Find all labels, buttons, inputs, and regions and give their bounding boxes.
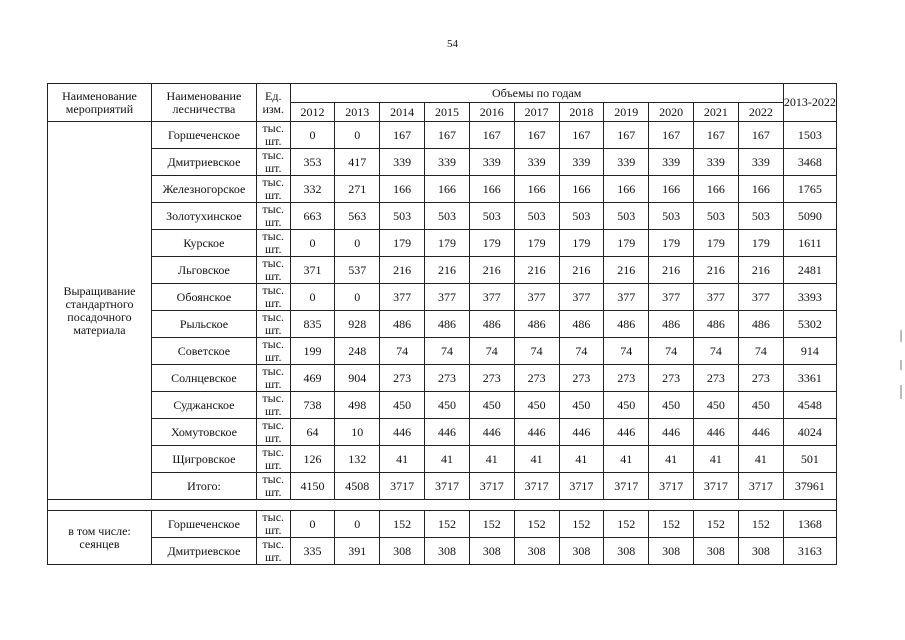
year-value-cell: 308 [559,538,604,565]
year-value-cell: 503 [604,203,649,230]
year-value-cell: 3717 [514,473,559,500]
year-value-cell: 4150 [290,473,335,500]
year-value-cell: 371 [290,257,335,284]
header-activity: Наименование мероприятий [48,84,152,122]
year-value-cell: 41 [694,446,739,473]
year-value-cell: 904 [335,365,380,392]
year-value-cell: 663 [290,203,335,230]
year-value-cell: 3717 [649,473,694,500]
unit-cell: тыс. шт. [256,419,290,446]
year-value-cell: 503 [738,203,783,230]
table-row [48,122,837,149]
year-value-cell: 273 [514,365,559,392]
year-value-cell: 152 [425,511,470,538]
year-value-cell: 167 [425,122,470,149]
unit-cell: тыс. шт. [256,473,290,500]
year-value-cell: 446 [738,419,783,446]
header-row-top [48,84,837,103]
year-value-cell: 152 [380,511,425,538]
year-value-cell: 179 [425,230,470,257]
year-value-cell: 152 [694,511,739,538]
year-value-cell: 308 [604,538,649,565]
table-row [48,392,837,419]
unit-cell: тыс. шт. [256,446,290,473]
year-value-cell: 74 [469,338,514,365]
year-value-cell: 166 [649,176,694,203]
year-value-cell: 308 [694,538,739,565]
year-value-cell: 166 [425,176,470,203]
year-value-cell: 3717 [738,473,783,500]
year-value-cell: 74 [559,338,604,365]
year-value-cell: 339 [649,149,694,176]
year-value-cell: 273 [738,365,783,392]
activity-cell: Выращивание стандартного посадочного материала [48,122,152,500]
year-value-cell: 450 [380,392,425,419]
year-value-cell: 74 [649,338,694,365]
year-value-cell: 486 [469,311,514,338]
header-year: 2018 [559,103,604,122]
year-value-cell: 132 [335,446,380,473]
total-cell: 4548 [783,392,836,419]
year-value-cell: 469 [290,365,335,392]
total-cell: 3361 [783,365,836,392]
table-row [48,257,837,284]
total-cell: 1503 [783,122,836,149]
year-value-cell: 3717 [425,473,470,500]
unit-cell: тыс. шт. [256,176,290,203]
year-value-cell: 0 [335,511,380,538]
year-value-cell: 179 [694,230,739,257]
year-value-cell: 308 [469,538,514,565]
year-value-cell: 417 [335,149,380,176]
year-value-cell: 273 [604,365,649,392]
year-value-cell: 41 [604,446,649,473]
year-value-cell: 503 [694,203,739,230]
unit-cell: тыс. шт. [256,511,290,538]
unit-cell: тыс. шт. [256,392,290,419]
year-value-cell: 503 [514,203,559,230]
year-value-cell: 450 [694,392,739,419]
year-value-cell: 332 [290,176,335,203]
year-value-cell: 216 [738,257,783,284]
forestry-name: Рыльское [151,311,256,338]
year-value-cell: 377 [514,284,559,311]
year-value-cell: 377 [649,284,694,311]
unit-cell: тыс. шт. [256,311,290,338]
unit-cell: тыс. шт. [256,338,290,365]
year-value-cell: 339 [694,149,739,176]
total-cell: 4024 [783,419,836,446]
year-value-cell: 166 [604,176,649,203]
year-value-cell: 271 [335,176,380,203]
year-value-cell: 339 [469,149,514,176]
year-value-cell: 3717 [469,473,514,500]
year-value-cell: 450 [604,392,649,419]
volumes-table [47,83,837,565]
year-value-cell: 335 [290,538,335,565]
scan-mark [900,360,902,370]
year-value-cell: 446 [514,419,559,446]
unit-cell: тыс. шт. [256,149,290,176]
year-value-cell: 308 [649,538,694,565]
forestry-name: Дмитриевское [151,538,256,565]
forestry-name: Щигровское [151,446,256,473]
table-row [48,338,837,365]
year-value-cell: 74 [604,338,649,365]
year-value-cell: 167 [694,122,739,149]
year-value-cell: 446 [694,419,739,446]
year-value-cell: 166 [738,176,783,203]
year-value-cell: 152 [469,511,514,538]
header-unit: Ед. изм. [256,84,290,122]
year-value-cell: 537 [335,257,380,284]
year-value-cell: 0 [335,230,380,257]
year-value-cell: 273 [694,365,739,392]
year-value-cell: 503 [649,203,694,230]
table-row [48,538,837,565]
year-value-cell: 216 [469,257,514,284]
year-value-cell: 216 [514,257,559,284]
year-value-cell: 446 [604,419,649,446]
year-value-cell: 179 [649,230,694,257]
header-year: 2016 [469,103,514,122]
separator-cell [48,500,837,511]
year-value-cell: 152 [649,511,694,538]
total-cell: 3393 [783,284,836,311]
year-value-cell: 486 [559,311,604,338]
year-value-cell: 41 [559,446,604,473]
year-value-cell: 339 [380,149,425,176]
total-cell: 3163 [783,538,836,565]
total-cell: 914 [783,338,836,365]
forestry-name: Горшеченское [151,511,256,538]
total-cell: 37961 [783,473,836,500]
year-value-cell: 3717 [604,473,649,500]
year-value-cell: 152 [559,511,604,538]
year-value-cell: 450 [514,392,559,419]
unit-cell: тыс. шт. [256,538,290,565]
year-value-cell: 446 [380,419,425,446]
unit-cell: тыс. шт. [256,230,290,257]
year-value-cell: 391 [335,538,380,565]
year-value-cell: 41 [469,446,514,473]
year-value-cell: 377 [380,284,425,311]
table-row [48,230,837,257]
year-value-cell: 377 [738,284,783,311]
year-value-cell: 498 [335,392,380,419]
year-value-cell: 3717 [559,473,604,500]
year-value-cell: 446 [425,419,470,446]
year-value-cell: 450 [425,392,470,419]
year-value-cell: 152 [738,511,783,538]
scan-mark [900,330,902,342]
year-value-cell: 167 [649,122,694,149]
year-value-cell: 0 [290,122,335,149]
year-value-cell: 167 [514,122,559,149]
year-value-cell: 486 [694,311,739,338]
year-value-cell: 446 [469,419,514,446]
year-value-cell: 166 [514,176,559,203]
forestry-name: Обоянское [151,284,256,311]
table-row [48,311,837,338]
header-total-period: 2013-2022 [783,84,836,122]
year-value-cell: 41 [738,446,783,473]
year-value-cell: 216 [380,257,425,284]
year-value-cell: 179 [559,230,604,257]
year-value-cell: 503 [380,203,425,230]
year-value-cell: 377 [469,284,514,311]
header-year: 2013 [335,103,380,122]
year-value-cell: 216 [694,257,739,284]
forestry-name: Суджанское [151,392,256,419]
total-row [48,473,837,500]
table-row [48,203,837,230]
unit-cell: тыс. шт. [256,203,290,230]
year-value-cell: 167 [380,122,425,149]
year-value-cell: 339 [738,149,783,176]
year-value-cell: 126 [290,446,335,473]
year-value-cell: 308 [514,538,559,565]
year-value-cell: 273 [649,365,694,392]
year-value-cell: 166 [469,176,514,203]
table-row [48,419,837,446]
year-value-cell: 308 [425,538,470,565]
forestry-name: Горшеченское [151,122,256,149]
header-year: 2014 [380,103,425,122]
year-value-cell: 10 [335,419,380,446]
year-value-cell: 273 [559,365,604,392]
year-value-cell: 0 [335,122,380,149]
year-value-cell: 450 [469,392,514,419]
forestry-name: Солнцевское [151,365,256,392]
year-value-cell: 74 [738,338,783,365]
scan-mark [900,385,902,399]
forestry-name: Курское [151,230,256,257]
year-value-cell: 446 [649,419,694,446]
header-forestry: Наименование лесничества [151,84,256,122]
forestry-name: Железногорское [151,176,256,203]
unit-cell: тыс. шт. [256,257,290,284]
year-value-cell: 377 [559,284,604,311]
year-value-cell: 377 [604,284,649,311]
separator-row [48,500,837,511]
year-value-cell: 166 [559,176,604,203]
year-value-cell: 0 [290,284,335,311]
year-value-cell: 377 [425,284,470,311]
year-value-cell: 179 [469,230,514,257]
year-value-cell: 216 [559,257,604,284]
year-value-cell: 64 [290,419,335,446]
year-value-cell: 835 [290,311,335,338]
year-value-cell: 216 [649,257,694,284]
year-value-cell: 503 [425,203,470,230]
year-value-cell: 503 [559,203,604,230]
year-value-cell: 3717 [694,473,739,500]
table-row [48,511,837,538]
year-value-cell: 450 [559,392,604,419]
year-value-cell: 308 [380,538,425,565]
year-value-cell: 486 [738,311,783,338]
header-year: 2020 [649,103,694,122]
year-value-cell: 738 [290,392,335,419]
year-value-cell: 41 [514,446,559,473]
year-value-cell: 0 [335,284,380,311]
header-year: 2022 [738,103,783,122]
table-row [48,365,837,392]
header-year: 2017 [514,103,559,122]
year-value-cell: 74 [380,338,425,365]
year-value-cell: 166 [694,176,739,203]
year-value-cell: 179 [514,230,559,257]
forestry-name: Золотухинское [151,203,256,230]
header-year: 2019 [604,103,649,122]
year-value-cell: 74 [514,338,559,365]
total-cell: 3468 [783,149,836,176]
total-cell: 1611 [783,230,836,257]
table-row [48,149,837,176]
year-value-cell: 152 [514,511,559,538]
year-value-cell: 353 [290,149,335,176]
header-volumes-by-year: Объемы по годам [290,84,783,103]
header-year: 2012 [290,103,335,122]
forestry-name: Льговское [151,257,256,284]
year-value-cell: 308 [738,538,783,565]
forestry-name: Хомутовское [151,419,256,446]
header-year: 2015 [425,103,470,122]
year-value-cell: 339 [604,149,649,176]
year-value-cell: 3717 [380,473,425,500]
table-row [48,446,837,473]
year-value-cell: 486 [514,311,559,338]
year-value-cell: 446 [559,419,604,446]
year-value-cell: 167 [604,122,649,149]
page-number: 54 [447,38,458,50]
total-cell: 5302 [783,311,836,338]
total-cell: 1368 [783,511,836,538]
unit-cell: тыс. шт. [256,284,290,311]
year-value-cell: 450 [649,392,694,419]
year-value-cell: 339 [514,149,559,176]
year-value-cell: 486 [604,311,649,338]
year-value-cell: 339 [425,149,470,176]
year-value-cell: 273 [380,365,425,392]
forestry-name: Итого: [151,473,256,500]
year-value-cell: 486 [649,311,694,338]
total-cell: 1765 [783,176,836,203]
year-value-cell: 74 [694,338,739,365]
year-value-cell: 450 [738,392,783,419]
year-value-cell: 167 [559,122,604,149]
year-value-cell: 41 [649,446,694,473]
forestry-name: Советское [151,338,256,365]
year-value-cell: 248 [335,338,380,365]
year-value-cell: 166 [380,176,425,203]
unit-cell: тыс. шт. [256,122,290,149]
year-value-cell: 179 [738,230,783,257]
total-cell: 501 [783,446,836,473]
total-cell: 5090 [783,203,836,230]
year-value-cell: 199 [290,338,335,365]
year-value-cell: 152 [604,511,649,538]
year-value-cell: 216 [425,257,470,284]
table-row [48,284,837,311]
year-value-cell: 167 [469,122,514,149]
year-value-cell: 339 [559,149,604,176]
forestry-name: Дмитриевское [151,149,256,176]
year-value-cell: 216 [604,257,649,284]
total-cell: 2481 [783,257,836,284]
year-value-cell: 179 [380,230,425,257]
year-value-cell: 273 [469,365,514,392]
year-value-cell: 0 [290,230,335,257]
year-value-cell: 563 [335,203,380,230]
year-value-cell: 503 [469,203,514,230]
unit-cell: тыс. шт. [256,365,290,392]
year-value-cell: 273 [425,365,470,392]
activity-cell: в том числе: сеянцев [48,511,152,565]
year-value-cell: 167 [738,122,783,149]
year-value-cell: 377 [694,284,739,311]
year-value-cell: 486 [380,311,425,338]
year-value-cell: 74 [425,338,470,365]
year-value-cell: 4508 [335,473,380,500]
year-value-cell: 41 [380,446,425,473]
year-value-cell: 41 [425,446,470,473]
year-value-cell: 928 [335,311,380,338]
year-value-cell: 0 [290,511,335,538]
header-year: 2021 [694,103,739,122]
table-row [48,176,837,203]
year-value-cell: 179 [604,230,649,257]
year-value-cell: 486 [425,311,470,338]
